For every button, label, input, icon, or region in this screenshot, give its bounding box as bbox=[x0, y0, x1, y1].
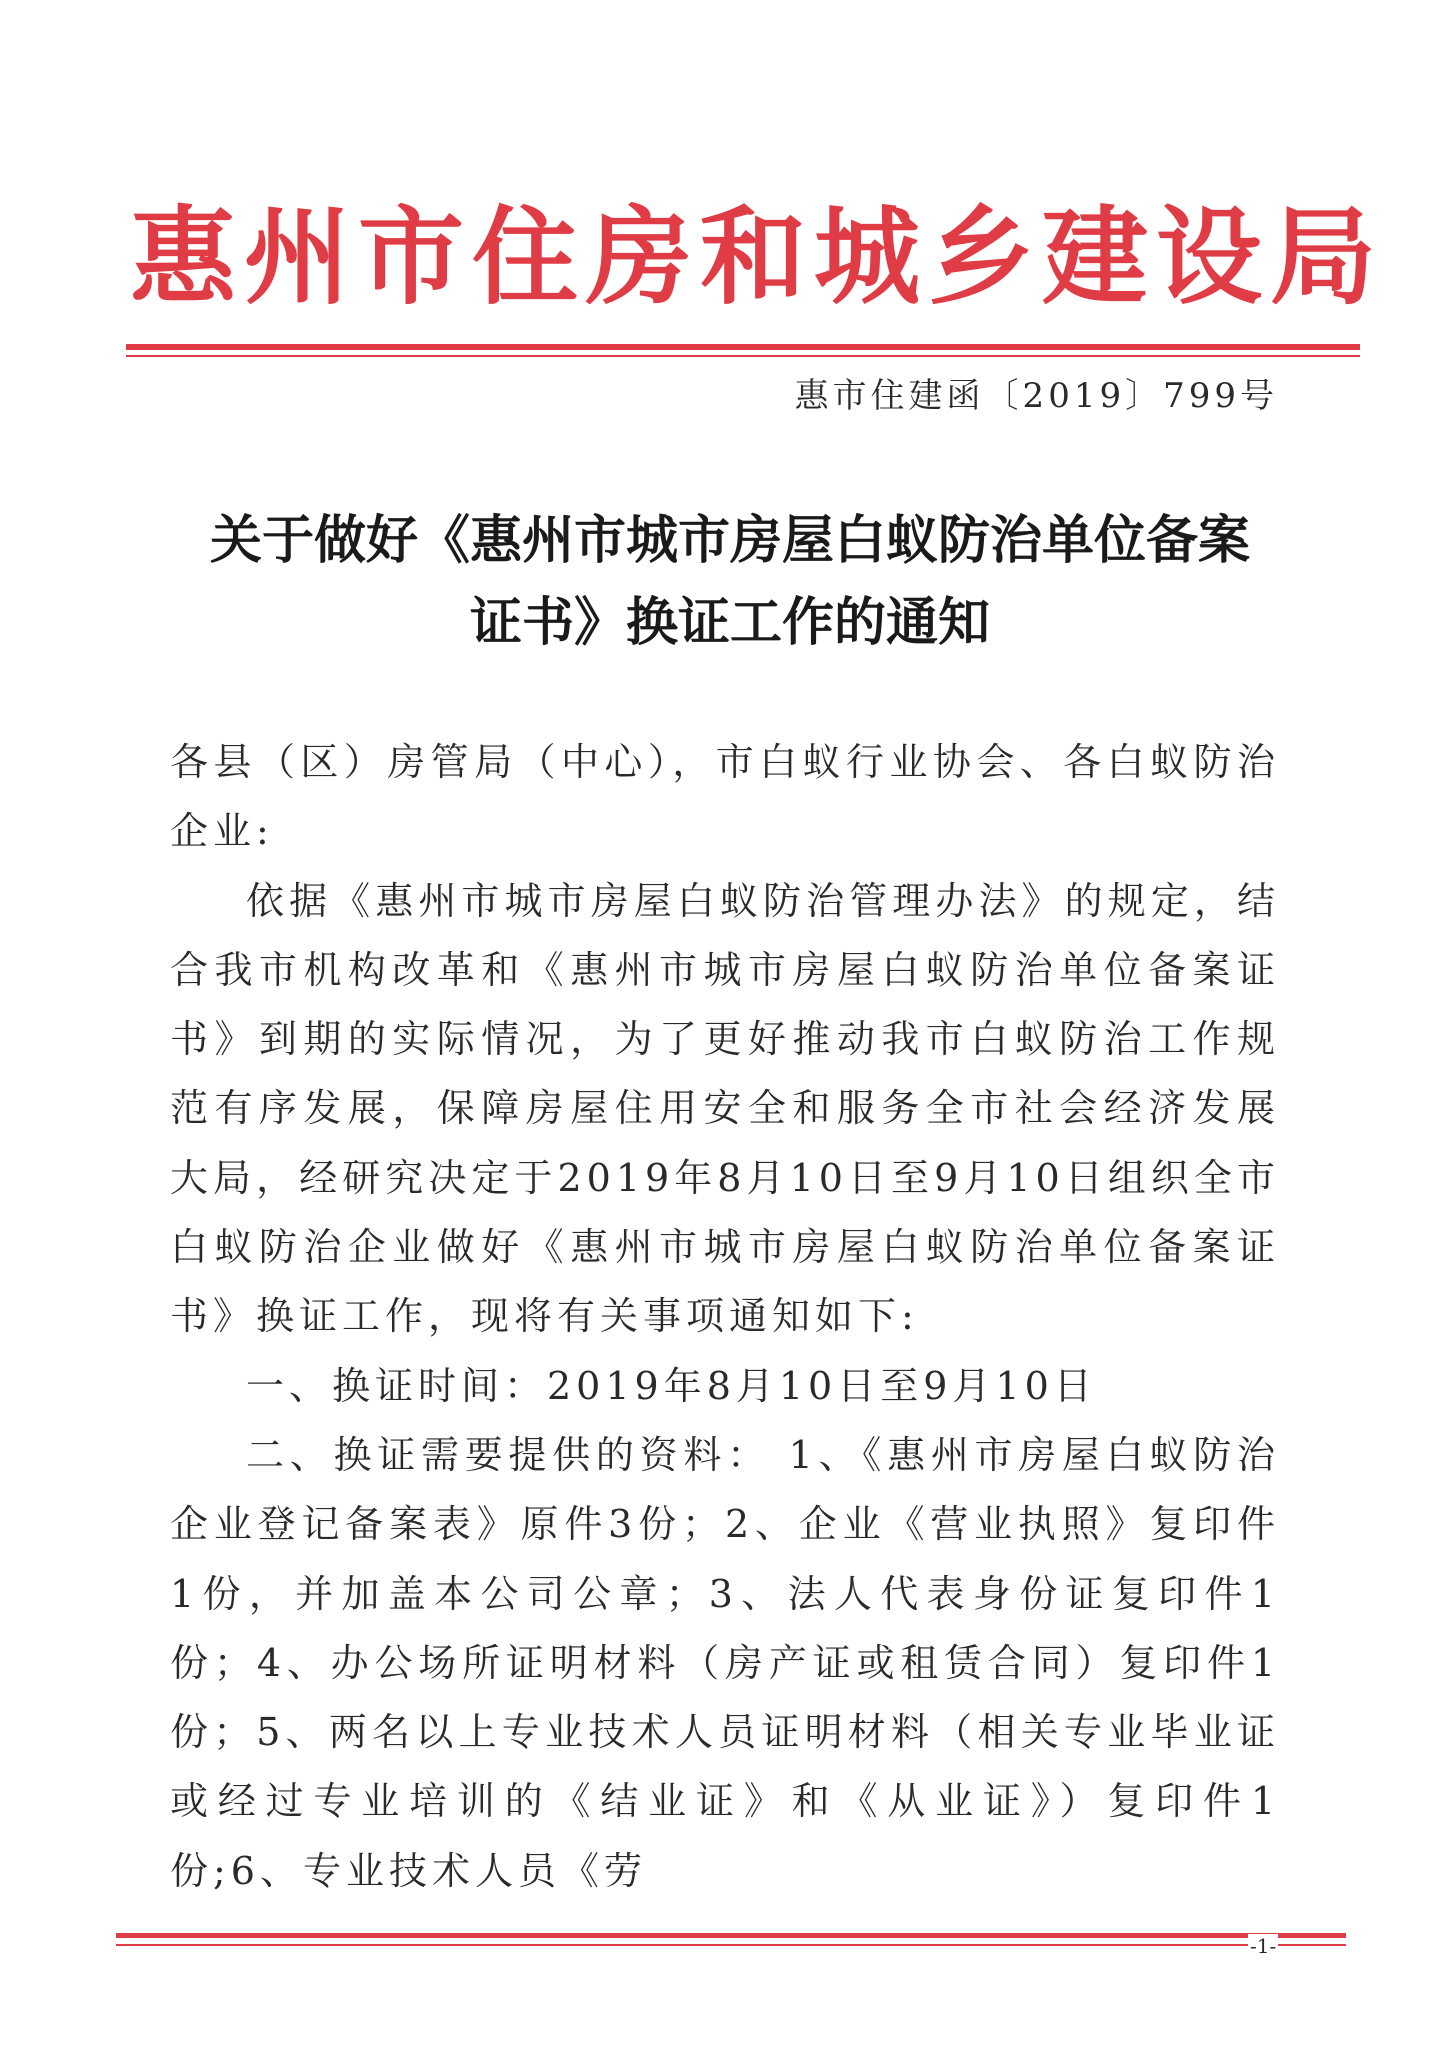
body-paragraph: 依据《惠州市城市房屋白蚁防治管理办法》的规定，结合我市机构改革和《惠州市城市房屋白蚁防治单位备案证书》到期的实际情况，为了更好推动我市白蚁防治工作规范有序发展，保障房屋住用安全和服务全市社会经济发展大局，经研究决定于2019年8月10日至9月10日组织全市白蚁防治企业做好《惠州市城市房屋白蚁防治单位备案证书》换证工作，现将有关事项通知如下: bbox=[170, 878, 1280, 1339]
header-rule-thin bbox=[126, 355, 1360, 357]
salutation: 各县（区）房管局（中心），市白蚁行业协会、各白蚁防治企业: bbox=[170, 740, 1280, 854]
page-number: -1- bbox=[1250, 1934, 1277, 1958]
header-rule-thick bbox=[126, 344, 1360, 350]
notice-title bbox=[160, 500, 1300, 664]
footer-rule-thick bbox=[116, 1933, 1346, 1938]
document-number: 惠市住建函〔2019〕799号 bbox=[794, 376, 1278, 416]
title-line-1: 关于做好《惠州市城市房屋白蚁防治单位备案 bbox=[209, 510, 1250, 571]
body-paragraph: 一、换证时间：2019年8月10日至9月10日 bbox=[246, 1363, 1097, 1408]
title-line-2: 证书》换证工作的通知 bbox=[469, 592, 990, 653]
body-paragraph: 二、换证需要提供的资料： 1、《惠州市房屋白蚁防治企业登记备案表》原件3份；2、企业《营业执照》复印件1份，并加盖本公司公章；3、法人代表身份证复印件1份；4、办公场所证明材料（房产证或租赁合同）复印件1份；5、两名以上专业技术人员证明材料（相关专业毕业证或经过专业培训的《结业证》和《从业证》）复印件1份;6、专业技术人员《劳 bbox=[170, 1432, 1280, 1893]
agency-masthead: 惠州市住房和城乡建设局 bbox=[130, 194, 1384, 319]
footer-rule-thin bbox=[116, 1944, 1346, 1946]
notice-body bbox=[170, 728, 1280, 1906]
